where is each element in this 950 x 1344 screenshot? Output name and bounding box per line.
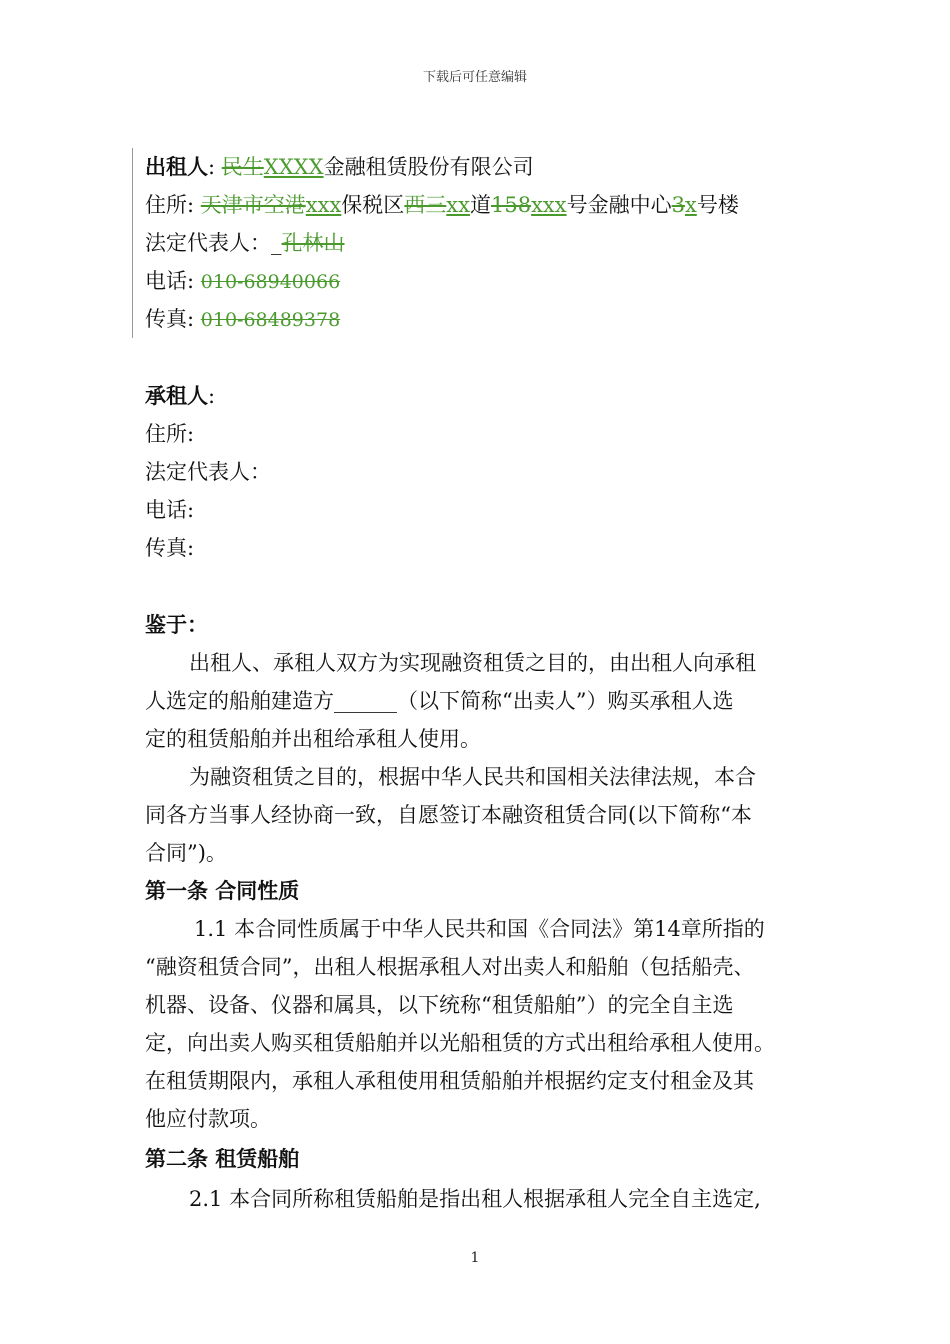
lessor-name-inserted: XXXX [263, 155, 324, 179]
addr-deleted-3: 158 [490, 193, 532, 217]
addr-text-2: 道 [469, 193, 491, 217]
lessor-fax-label: 传真: [145, 307, 195, 331]
lessor-address-line [132, 186, 739, 224]
lessor-fax-deleted: 010-68489378 [200, 309, 341, 331]
lessee-rep-line: 法定代表人： [145, 460, 271, 484]
lessor-name-line [132, 148, 534, 186]
lessee-colon: : [208, 384, 216, 408]
lessee-address-line: 住所: [145, 422, 195, 446]
page-number: 1 [470, 1250, 480, 1266]
whereas-p2-line2: 同各方当事人经协商一致，自愿签订本融资租赁合同(以下简称“本 [145, 803, 752, 827]
lessee-label: 承租人 [145, 384, 208, 408]
lessor-rep-label: 法定代表人：_ [145, 231, 282, 255]
lessor-addr-label: 住所: [145, 193, 195, 217]
lessor-label: 出租人 [145, 155, 208, 179]
addr-inserted-1: xxx [305, 193, 342, 217]
lessee-name-line [145, 377, 215, 415]
article-2-line1: 2.1 本合同所称租赁船舶是指出租人根据承租人完全自主选定, [189, 1187, 761, 1211]
article-2-heading: 第二条 租赁船舶 [145, 1147, 300, 1171]
article-1-line4: 定，向出卖人购买租赁船舶并以光船租赁的方式出租给承租人使用。 [145, 1031, 775, 1055]
lessee-phone-line: 电话: [145, 498, 195, 522]
article-1-line5: 在租赁期限内，承租人承租使用租赁船舶并根据约定支付租金及其 [145, 1069, 754, 1093]
addr-inserted-3: xxx [531, 193, 567, 217]
whereas-heading: 鉴于： [145, 613, 208, 637]
lessor-fax-line [132, 300, 340, 338]
whereas-p2-line1: 为融资租赁之目的，根据中华人民共和国相关法律法规，本合 [189, 765, 756, 789]
article-1-line3: 机器、设备、仪器和属具，以下统称“租赁船舶”）的完全自主选 [145, 993, 734, 1017]
page-header: 下载后可任意编辑 [422, 70, 527, 85]
whereas-p1-line1: 出租人、承租人双方为实现融资租赁之目的，由出租人向承租 [189, 651, 756, 675]
lessor-phone-deleted: 010-68940066 [200, 271, 341, 293]
addr-text-3: 号金融中心 [566, 193, 672, 217]
lessor-name-deleted: 民生 [221, 155, 264, 179]
lessor-rep-line [132, 224, 345, 262]
article-1-line6: 他应付款项。 [145, 1107, 271, 1131]
lessor-rep-deleted: 孔林山 [281, 231, 345, 255]
lessor-colon: : [208, 155, 216, 179]
addr-inserted-4: x [684, 193, 697, 217]
whereas-p1-line3: 定的租赁船舶并出租给承租人使用。 [145, 727, 481, 751]
lessor-phone-label: 电话: [145, 269, 195, 293]
addr-text-1: 保税区 [341, 193, 405, 217]
article-1-line1: 1.1 本合同性质属于中华人民共和国《合同法》第14章所指的 [194, 917, 765, 941]
addr-text-4: 号楼 [696, 193, 739, 217]
whereas-p1-line2: 人选定的船舶建造方______（以下简称“出卖人”）购买承租人选 [145, 689, 734, 713]
lessee-fax-line: 传真: [145, 536, 195, 560]
lessor-phone-line [132, 262, 340, 300]
lessor-name-rest: 金融租赁股份有限公司 [323, 155, 534, 179]
addr-deleted-2: 西三 [404, 193, 447, 217]
article-1-heading: 第一条 合同性质 [145, 879, 300, 903]
whereas-p2-line3: 合同”)。 [145, 841, 227, 865]
addr-inserted-2: xx [446, 193, 470, 217]
article-1-line2: “融资租赁合同”，出租人根据承租人对出卖人和船舶（包括船壳、 [145, 955, 755, 979]
addr-deleted-4: 3 [671, 193, 685, 217]
addr-deleted-1: 天津市空港 [200, 193, 306, 217]
